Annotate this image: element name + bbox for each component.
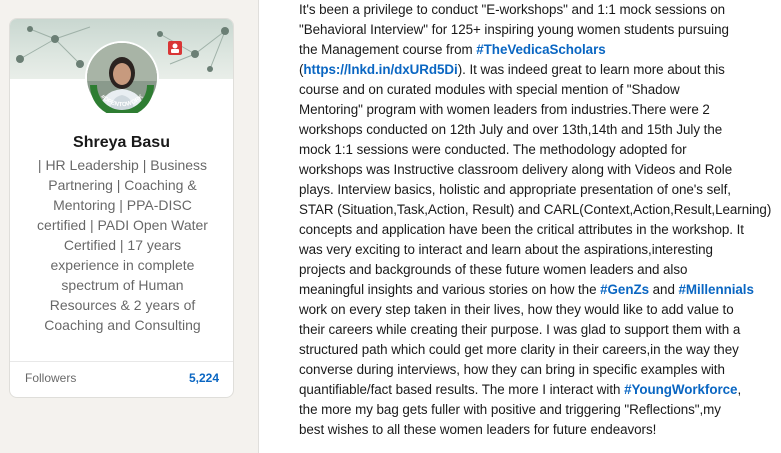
post-line: converse during interviews, how they can bring in specific examples with [299, 362, 725, 377]
post-line [299, 40, 777, 60]
post-text-segment: , [737, 382, 742, 397]
post-line: plays. Interview basics, holistic and appropriate presentation of one's self, [299, 182, 731, 197]
post-line [299, 380, 777, 400]
hashtag-thevedicascholars[interactable]: #TheVedicaScholars [476, 42, 606, 57]
headline-line: certified | PADI Open Water [37, 217, 208, 233]
avatar[interactable] [85, 41, 159, 115]
post-line: It's been a privilege to conduct "E-workshops" and 1:1 mock sessions on [299, 2, 726, 17]
post-line: Mentoring" program with women leaders from industries.There were 2 [299, 102, 710, 117]
post-line: course and on curated modules with special mention of "Shadow [299, 82, 680, 97]
headline-line: experience in complete [50, 257, 195, 273]
post-line: concepts and application have been the critical attributes in the workshop. It [299, 222, 744, 237]
post-line: structured path which could get more clarity in their careers,in the way they [299, 342, 739, 357]
profile-name[interactable]: Shreya Basu [73, 134, 170, 151]
headline-line: spectrum of Human [61, 277, 184, 293]
headline-line: | HR Leadership | Business [37, 157, 208, 173]
headline-line: Resources & 2 years of [49, 297, 196, 313]
post-text-segment: ( [299, 62, 304, 77]
post-line: was very exciting to interact and learn about the aspirations,interesting [299, 242, 713, 257]
card-divider [10, 361, 233, 362]
post-panel [258, 0, 781, 453]
post-line: mock 1:1 sessions were conducted. The methodology adopted for [299, 142, 687, 157]
profile-headline [32, 155, 213, 335]
post-line: STAR (Situation,Task,Action, Result) and CARL(Context,Action,Result,Learning) [299, 202, 772, 217]
profile-card [9, 18, 234, 398]
post-line: best wishes to all these women leaders for future endeavors! [299, 422, 657, 437]
post-text [299, 0, 777, 440]
post-text-segment: the Management course from [299, 42, 477, 57]
hashtag-genzs[interactable]: #GenZs [600, 282, 649, 297]
profile-photo-icon [87, 43, 157, 113]
post-text-segment: quantifiable/fact based results. The more I interact with [299, 382, 625, 397]
post-line: workshops was Instructive classroom delivery along with Videos and Role [299, 162, 733, 177]
headline-line: Partnering | Coaching & [48, 177, 197, 193]
open-to-work-badge: #OPENTOWORK [99, 93, 145, 109]
post-line [299, 60, 777, 80]
followers-label: Followers [25, 371, 77, 385]
post-line: workshops conducted on 12th July and over 13th,14th and 15th July the [299, 122, 723, 137]
post-link[interactable]: https://lnkd.in/dxURd5Di [303, 62, 458, 77]
post-line: the more my bag gets fuller with positive and triggering "Reflections",my [299, 402, 721, 417]
post-line: work on every step taken in their lives, how they would like to add value to [299, 302, 734, 317]
post-line: projects and backgrounds of these future women leaders and also [299, 262, 688, 277]
hashtag-youngworkforce[interactable]: #YoungWorkforce [624, 382, 738, 397]
hashtag-millennials[interactable]: #Millennials [678, 282, 754, 297]
followers-row[interactable] [25, 369, 219, 387]
headline-line: Certified | 17 years [63, 237, 182, 253]
post-line: "Behavioral Interview" for 125+ inspiring young women students pursuing [299, 22, 729, 37]
headline-line: Mentoring | PPA-DISC [53, 197, 192, 213]
post-line [299, 280, 777, 300]
post-line: their careers while creating their purpose. I was glad to support them with a [299, 322, 741, 337]
post-text-segment: ). It was indeed great to learn more about this [457, 62, 725, 77]
post-text-segment: and [648, 282, 679, 297]
post-text-segment: meaningful insights and various stories on how the [299, 282, 601, 297]
followers-count[interactable]: 5,224 [188, 371, 219, 385]
headline-line: Coaching and Consulting [44, 317, 201, 333]
